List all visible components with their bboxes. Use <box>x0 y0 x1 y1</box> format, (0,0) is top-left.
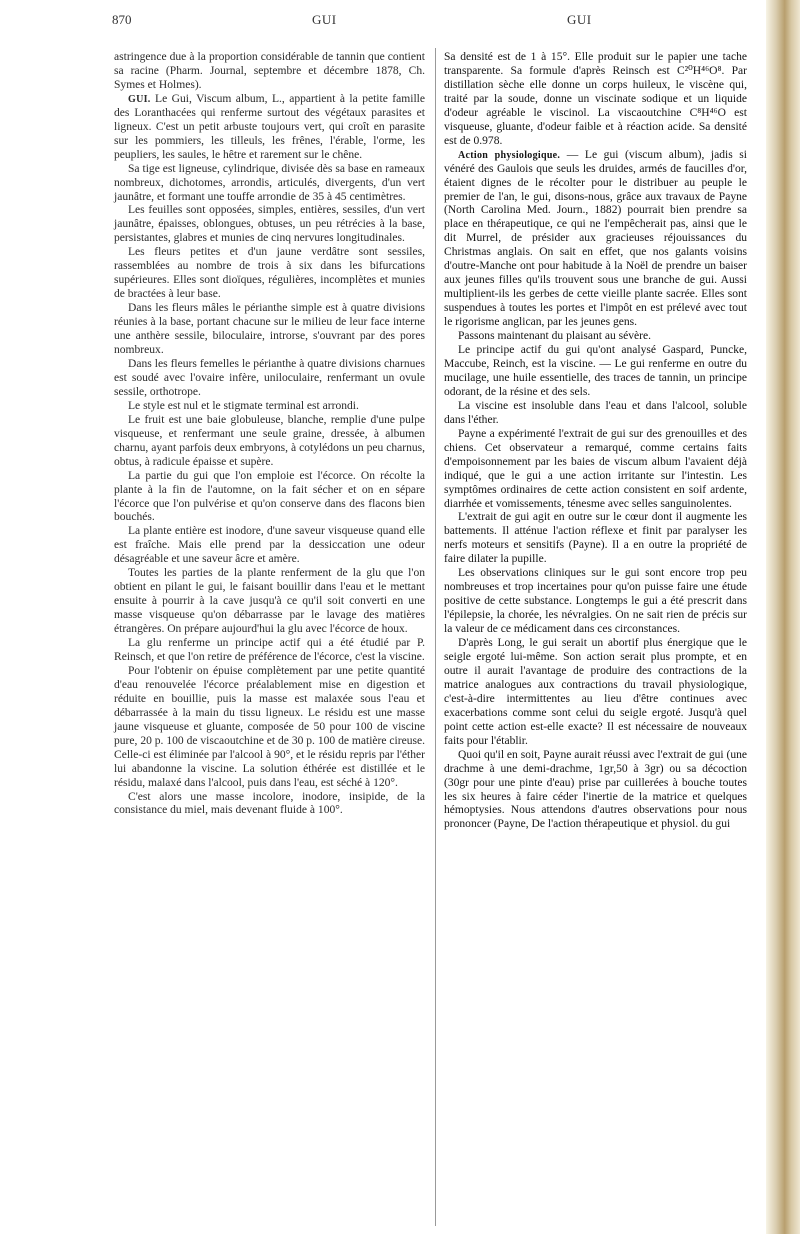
paragraph-text: Les observations cliniques sur le gui sont encore trop peu nombreuses et trop incertaines pour qu'on puisse faire une étude positive de cette substance. Longtemps le gui a été prescrit dans l'épilepsie, la chorée, les névralgies. On ne sait rien de précis sur la valeur de ce médicament dans ces circonstances. <box>444 567 747 636</box>
paragraph <box>114 665 425 791</box>
paragraph-text: Le principe actif du gui qu'ont analysé Gaspard, Puncke, Maccube, Reinch, est la viscine. — Le gui renferme en outre du mucilage, une huile essentielle, des traces de tannin, un principe odorant, de la résine et des sels. <box>444 344 747 398</box>
paragraph-text: Dans les fleurs femelles le périanthe à quatre divisions charnues est soudé avec l'ovaire infère, uniloculaire, renfermant un ovule sessile, orthotrope. <box>114 357 425 398</box>
paragraph <box>114 567 425 637</box>
paragraph-text: La plante entière est inodore, d'une saveur visqueuse quand elle est fraîche. Mais elle prend par la dessiccation une odeur désagréable et une saveur âcre et amère. <box>114 525 425 566</box>
paragraph-text: Le Gui, Viscum album, L., appartient à la petite famille des Loranthacées qui renferme surtout des végétaux parasites et ligneux. C'est un petit arbuste toujours vert, qui croît en parasite sur les pommiers, les tilleuls, les frênes, l'érable, l'orme, les peupliers, les saules, le hêtre et rarement sur le chêne. <box>114 92 425 161</box>
paragraph-text: Pour l'obtenir on épuise complètement par une petite quantité d'eau renouvelée l'écorce préalablement mise en digestion et réduite en bouillie, puis la masse est malaxée sous l'eau et débarrassée à la main du tissu ligneux. Le résidu est une masse jaune visqueuse et gluante, composée de 50 pour 100 de viscine pure, 20 p. 100 de viscaoutchine et de 30 p. 100 de matière cireuse. Celle-ci est éliminée par l'alcool à 90°, et le résidu repris par l'éther lui abandonne la viscine. La solution éthérée est distillée et le résidu, malaxé dans l'alcool, puis dans l'eau, est séché à 120°. <box>114 664 425 789</box>
running-title-right: GUI <box>567 12 592 27</box>
entry-heading: Action physiologique. <box>458 149 561 161</box>
page-number: 870 <box>112 12 132 27</box>
paragraph <box>114 302 425 358</box>
paragraph <box>444 567 747 637</box>
paragraph <box>444 511 747 567</box>
paragraph-text: Le fruit est une baie globuleuse, blanche, remplie d'une pulpe visqueuse, et renfermant une seule graine, dressée, à albumen charnu, ayant parfois deux embryons, à cotylédons un peu charnus, obtus, à radicule épaisse et supère. <box>114 413 425 468</box>
paragraph-text: Passons maintenant du plaisant au sévère. <box>458 330 652 343</box>
paragraph <box>444 149 747 330</box>
paragraph-text: La viscine est insoluble dans l'eau et dans l'alcool, soluble dans l'éther. <box>444 399 747 426</box>
paragraph <box>114 204 425 246</box>
paragraph <box>444 400 747 428</box>
paragraph-text: L'extrait de gui agit en outre sur le cœur dont il augmente les battements. Il atténue l'action réflexe et finit par paralyser les nerfs moteurs et sensitifs (Payne). Il a en outre la propriété de faire dilater la pupille. <box>444 511 747 566</box>
paragraph-text: D'après Long, le gui serait un abortif plus énergique que le seigle ergoté lui-même. Son action serait plus prompte, et en outre il aurait l'avantage de produire des contractions de la matrice analogues aux contractions du travail physiologique, c'est-à-dire intermittentes au lieu d'être continues avec exacerbations comme sont celui du seigle ergoté. Jusqu'à quel point cette action est-elle exacte? Il est nécessaire de nouveaux faits pour l'établir. <box>444 637 747 747</box>
paragraph-text: La glu renferme un principe actif qui a été étudié par P. Reinsch, et que l'on retire de préférence de l'écorce, c'est la viscine. <box>114 637 425 663</box>
left-column <box>114 51 425 1227</box>
paragraph-text: Payne a expérimenté l'extrait de gui sur des grenouilles et des chiens. Cet observateur a remarqué, comme certains faits d'empoisonnement par les baies de viscum album l'avaient déjà indiqué, que le gui a une action irritante sur l'intestin. Les symptômes ordinaires de cette action consistent en soif ardente, diarrhée et vomissements, ténesme avec selles sanguinolentes. <box>444 427 747 510</box>
paragraph <box>114 470 425 526</box>
paragraph <box>444 344 747 400</box>
paragraph <box>444 428 747 512</box>
paragraph-text: Toutes les parties de la plante renferment de la glu que l'on obtient en pilant le gui, le faisant bouillir dans l'eau et le mettant ensuite à pourrir à la cave jusqu'à ce qu'il soit converti en une masse visqueuse qu'on débarrasse par le lavage des matières étrangères. On prépare aujourd'hui la glu avec l'écorce de houx. <box>114 567 425 636</box>
paragraph-text: — Le gui (viscum album), jadis si vénéré des Gaulois que seuls les druides, armés de faucilles d'or, étaient dignes de le récolter pour le distribuer au peuple le premier de l'an, le gui, disons-nous, grâce aux travaux de Payne (North Carolina Med. Journ., 1882) pourrait bien prendre sa place en thérapeutique, ce qui ne l'empêcherait pas, ainsi que le dit Murrel, de présider aux gracieuses réjouissances du Christmas anglais. On sait en effet, que nos galants voisins d'outre-Manche ont pour habitude à la Noël de prendre un baiser aux jeunes filles qu'ils trouvent sous une branche de gui. Aussi multiplient-ils les gerbes de cette vieille plante sacrée. Elles sont suspendues à toutes les portes et l'impôt en est prélevé avec tout le rigorisme anglican, par les jeunes gens. <box>444 148 747 329</box>
right-column <box>444 51 747 1227</box>
paragraph-text: astringence due à la proportion considérable de tannin que contient sa racine (Pharm. Journal, septembre et décembre 1878, Ch. Symes et Holmes). <box>114 51 425 91</box>
paragraph-text: Le style est nul et le stigmate terminal est arrondi. <box>128 399 359 412</box>
paragraph-text: Les feuilles sont opposées, simples, entières, sessiles, d'un vert jaunâtre, épaisses, oblongues, obtuses, un peu rétrécies à la base, persistantes, glabres et munies de cinq nervures longitudinales. <box>114 204 425 245</box>
paragraph-text: Les fleurs petites et d'un jaune verdâtre sont sessiles, rassemblées au nombre de trois à six dans les bifurcations supérieures. Elles sont dioïques, régulières, incomplètes et munies de bractées à leur base. <box>114 246 425 301</box>
paragraph-text: Sa tige est ligneuse, cylindrique, divisée dès sa base en rameaux nombreux, dichotomes, arrondis, articulés, divergents, d'un vert jaunâtre, et formant une touffe arrondie de 35 à 45 centimètres. <box>114 162 425 203</box>
paragraph <box>114 791 425 819</box>
paragraph <box>114 637 425 665</box>
paragraph <box>114 246 425 302</box>
paragraph <box>114 93 425 163</box>
paragraph-text: Dans les fleurs mâles le périanthe simple est à quatre divisions réunies à la base, portant chacune sur le milieu de leur face interne une anthère sessile, biloculaire, introrse, s'ouvrant par des pores nombreux. <box>114 302 425 357</box>
paragraph-text: C'est alors une masse incolore, inodore, insipide, de la consistance du miel, mais devenant fluide à 100°. <box>114 790 425 817</box>
paragraph <box>444 51 747 149</box>
paragraph-text: Sa densité est de 1 à 15°. Elle produit sur le papier une tache transparente. Sa formule d'après Reinsch est C²⁰H⁴⁶O⁸. Par distillation sèche elle donne un corps huileux, le viscène qui, traité par la soude, donne un viscinate sodique et un liquide d'odeur agréable le viscinol. La viscaoutchine C⁸H⁴⁶O est visqueuse, gluante, d'odeur faible et à réaction acide. Sa densité est de 0.978. <box>444 51 747 147</box>
page-header <box>0 0 800 30</box>
column-divider <box>435 48 436 1226</box>
paragraph <box>444 637 747 749</box>
paragraph-text: La partie du gui que l'on emploie est l'écorce. On récolte la plante à la fin de l'automne, on la fait sécher et on en sépare l'écorce que l'on pulvérise et qu'on conserve dans des flacons bien bouchés. <box>114 469 425 524</box>
paragraph <box>114 51 425 93</box>
paragraph <box>114 400 425 414</box>
entry-heading: GUI. <box>128 93 151 105</box>
paragraph <box>114 163 425 205</box>
paragraph <box>114 525 425 567</box>
paragraph <box>444 749 747 833</box>
page-edge-shadow <box>766 0 800 1234</box>
paragraph <box>444 330 747 344</box>
running-title-left: GUI <box>312 12 337 27</box>
paragraph <box>114 414 425 470</box>
paragraph <box>114 358 425 400</box>
paragraph-text: Quoi qu'il en soit, Payne aurait réussi avec l'extrait de gui (une drachme à une demi-drachme, 1gr,50 à 3gr) ou sa décoction (30gr pour une pinte d'eau) prise par cuillerées à bouche toutes les six heures à faire céder l'inertie de la matrice et quelques hémoptysies. Nous attendons d'autres observations pour nous prononcer (Payne, De l'action thérapeutique et physiol. du gui <box>444 748 747 831</box>
